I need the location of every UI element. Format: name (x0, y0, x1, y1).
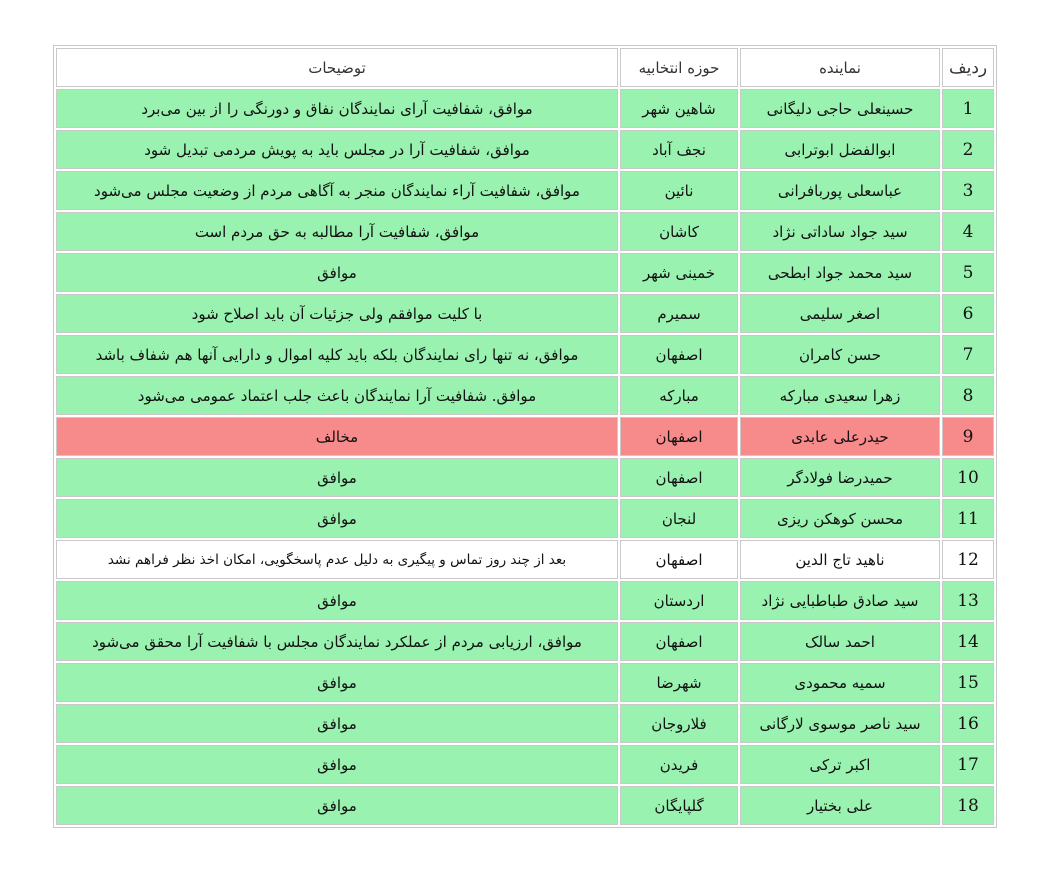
row-representative: سید جواد ساداتی نژاد (740, 212, 940, 251)
row-representative: علی بختیار (740, 786, 940, 825)
row-constituency: نجف آباد (620, 130, 738, 169)
row-representative: زهرا سعیدی مبارکه (740, 376, 940, 415)
row-number: 14 (942, 622, 994, 661)
row-representative: حسینعلی حاجی دلیگانی (740, 89, 940, 128)
row-number: 6 (942, 294, 994, 333)
row-constituency: شهرضا (620, 663, 738, 702)
table-body (56, 89, 994, 825)
row-number: 12 (942, 540, 994, 579)
row-representative: اصغر سلیمی (740, 294, 940, 333)
representatives-table (53, 45, 997, 828)
row-representative: ابوالفضل ابوترابی (740, 130, 940, 169)
row-representative: احمد سالک (740, 622, 940, 661)
row-number: 10 (942, 458, 994, 497)
row-constituency: مبارکه (620, 376, 738, 415)
row-number: 11 (942, 499, 994, 538)
table-row (56, 581, 994, 620)
row-number: 9 (942, 417, 994, 456)
table-row (56, 540, 994, 579)
table-row (56, 253, 994, 292)
table-row (56, 294, 994, 333)
row-description: موافق (56, 786, 618, 825)
row-number: 15 (942, 663, 994, 702)
header-row (56, 48, 994, 87)
row-constituency: شاهین شهر (620, 89, 738, 128)
row-constituency: فلاروجان (620, 704, 738, 743)
table-row (56, 212, 994, 251)
row-number: 2 (942, 130, 994, 169)
row-number: 7 (942, 335, 994, 374)
row-representative: سمیه محمودی (740, 663, 940, 702)
row-description: با کلیت موافقم ولی جزئیات آن باید اصلاح شود (56, 294, 618, 333)
row-description: موافق، نه تنها رای نمایندگان بلکه باید کلیه اموال و دارایی آنها هم شفاف باشد (56, 335, 618, 374)
row-representative: حمیدرضا فولادگر (740, 458, 940, 497)
row-description: موافق (56, 458, 618, 497)
table-row (56, 130, 994, 169)
table-row (56, 622, 994, 661)
row-description: موافق. شفافیت آرا نمایندگان باعث جلب اعتماد عمومی می‌شود (56, 376, 618, 415)
row-description: موافق (56, 663, 618, 702)
row-constituency: فریدن (620, 745, 738, 784)
row-description: موافق، شفافیت آرای نمایندگان نفاق و دورنگی را از بین می‌برد (56, 89, 618, 128)
row-representative: محسن کوهکن ریزی (740, 499, 940, 538)
row-representative: عباسعلی پوربافرانی (740, 171, 940, 210)
row-constituency: گلپایگان (620, 786, 738, 825)
row-description: موافق (56, 499, 618, 538)
table-row (56, 376, 994, 415)
header-constituency: حوزه انتخابیه (620, 48, 738, 87)
row-description: موافق (56, 704, 618, 743)
row-number: 1 (942, 89, 994, 128)
row-representative: سید صادق طباطبایی نژاد (740, 581, 940, 620)
row-constituency: اصفهان (620, 335, 738, 374)
row-constituency: سمیرم (620, 294, 738, 333)
table-row (56, 499, 994, 538)
row-constituency: نائین (620, 171, 738, 210)
table-row (56, 458, 994, 497)
row-number: 13 (942, 581, 994, 620)
row-description: موافق (56, 581, 618, 620)
header-description: توضیحات (56, 48, 618, 87)
row-constituency: خمینی شهر (620, 253, 738, 292)
row-constituency: اصفهان (620, 458, 738, 497)
row-description: موافق، شفافیت آرا در مجلس باید به پویش مردمی تبدیل شود (56, 130, 618, 169)
row-number: 8 (942, 376, 994, 415)
table-row (56, 663, 994, 702)
table-row (56, 89, 994, 128)
row-representative: اکبر ترکی (740, 745, 940, 784)
row-description: موافق، شفافیت آرا مطالبه به حق مردم است (56, 212, 618, 251)
table-row (56, 335, 994, 374)
row-number: 17 (942, 745, 994, 784)
row-number: 16 (942, 704, 994, 743)
row-representative: حسن کامران (740, 335, 940, 374)
row-representative: سید ناصر موسوی لارگانی (740, 704, 940, 743)
table-row (56, 786, 994, 825)
table-row (56, 745, 994, 784)
header-representative: نماینده (740, 48, 940, 87)
row-description: موافق، ارزیابی مردم از عملکرد نمایندگان مجلس با شفافیت آرا محقق می‌شود (56, 622, 618, 661)
row-representative: حیدرعلی عابدی (740, 417, 940, 456)
row-constituency: کاشان (620, 212, 738, 251)
row-constituency: اصفهان (620, 417, 738, 456)
row-description: بعد از چند روز تماس و پیگیری به دلیل عدم پاسخگویی، امکان اخذ نظر فراهم نشد (56, 540, 618, 579)
table-row (56, 171, 994, 210)
row-number: 18 (942, 786, 994, 825)
row-description: موافق (56, 253, 618, 292)
row-representative: سید محمد جواد ابطحی (740, 253, 940, 292)
row-description: موافق، شفافیت آراء نمایندگان منجر به آگاهی مردم از وضعیت مجلس می‌شود (56, 171, 618, 210)
row-number: 4 (942, 212, 994, 251)
row-description: مخالف (56, 417, 618, 456)
row-description: موافق (56, 745, 618, 784)
row-number: 5 (942, 253, 994, 292)
header-row-number: ردیف (942, 48, 994, 87)
row-representative: ناهید تاج الدین (740, 540, 940, 579)
row-number: 3 (942, 171, 994, 210)
table-row (56, 704, 994, 743)
row-constituency: اردستان (620, 581, 738, 620)
row-constituency: لنجان (620, 499, 738, 538)
table-row (56, 417, 994, 456)
row-constituency: اصفهان (620, 622, 738, 661)
row-constituency: اصفهان (620, 540, 738, 579)
